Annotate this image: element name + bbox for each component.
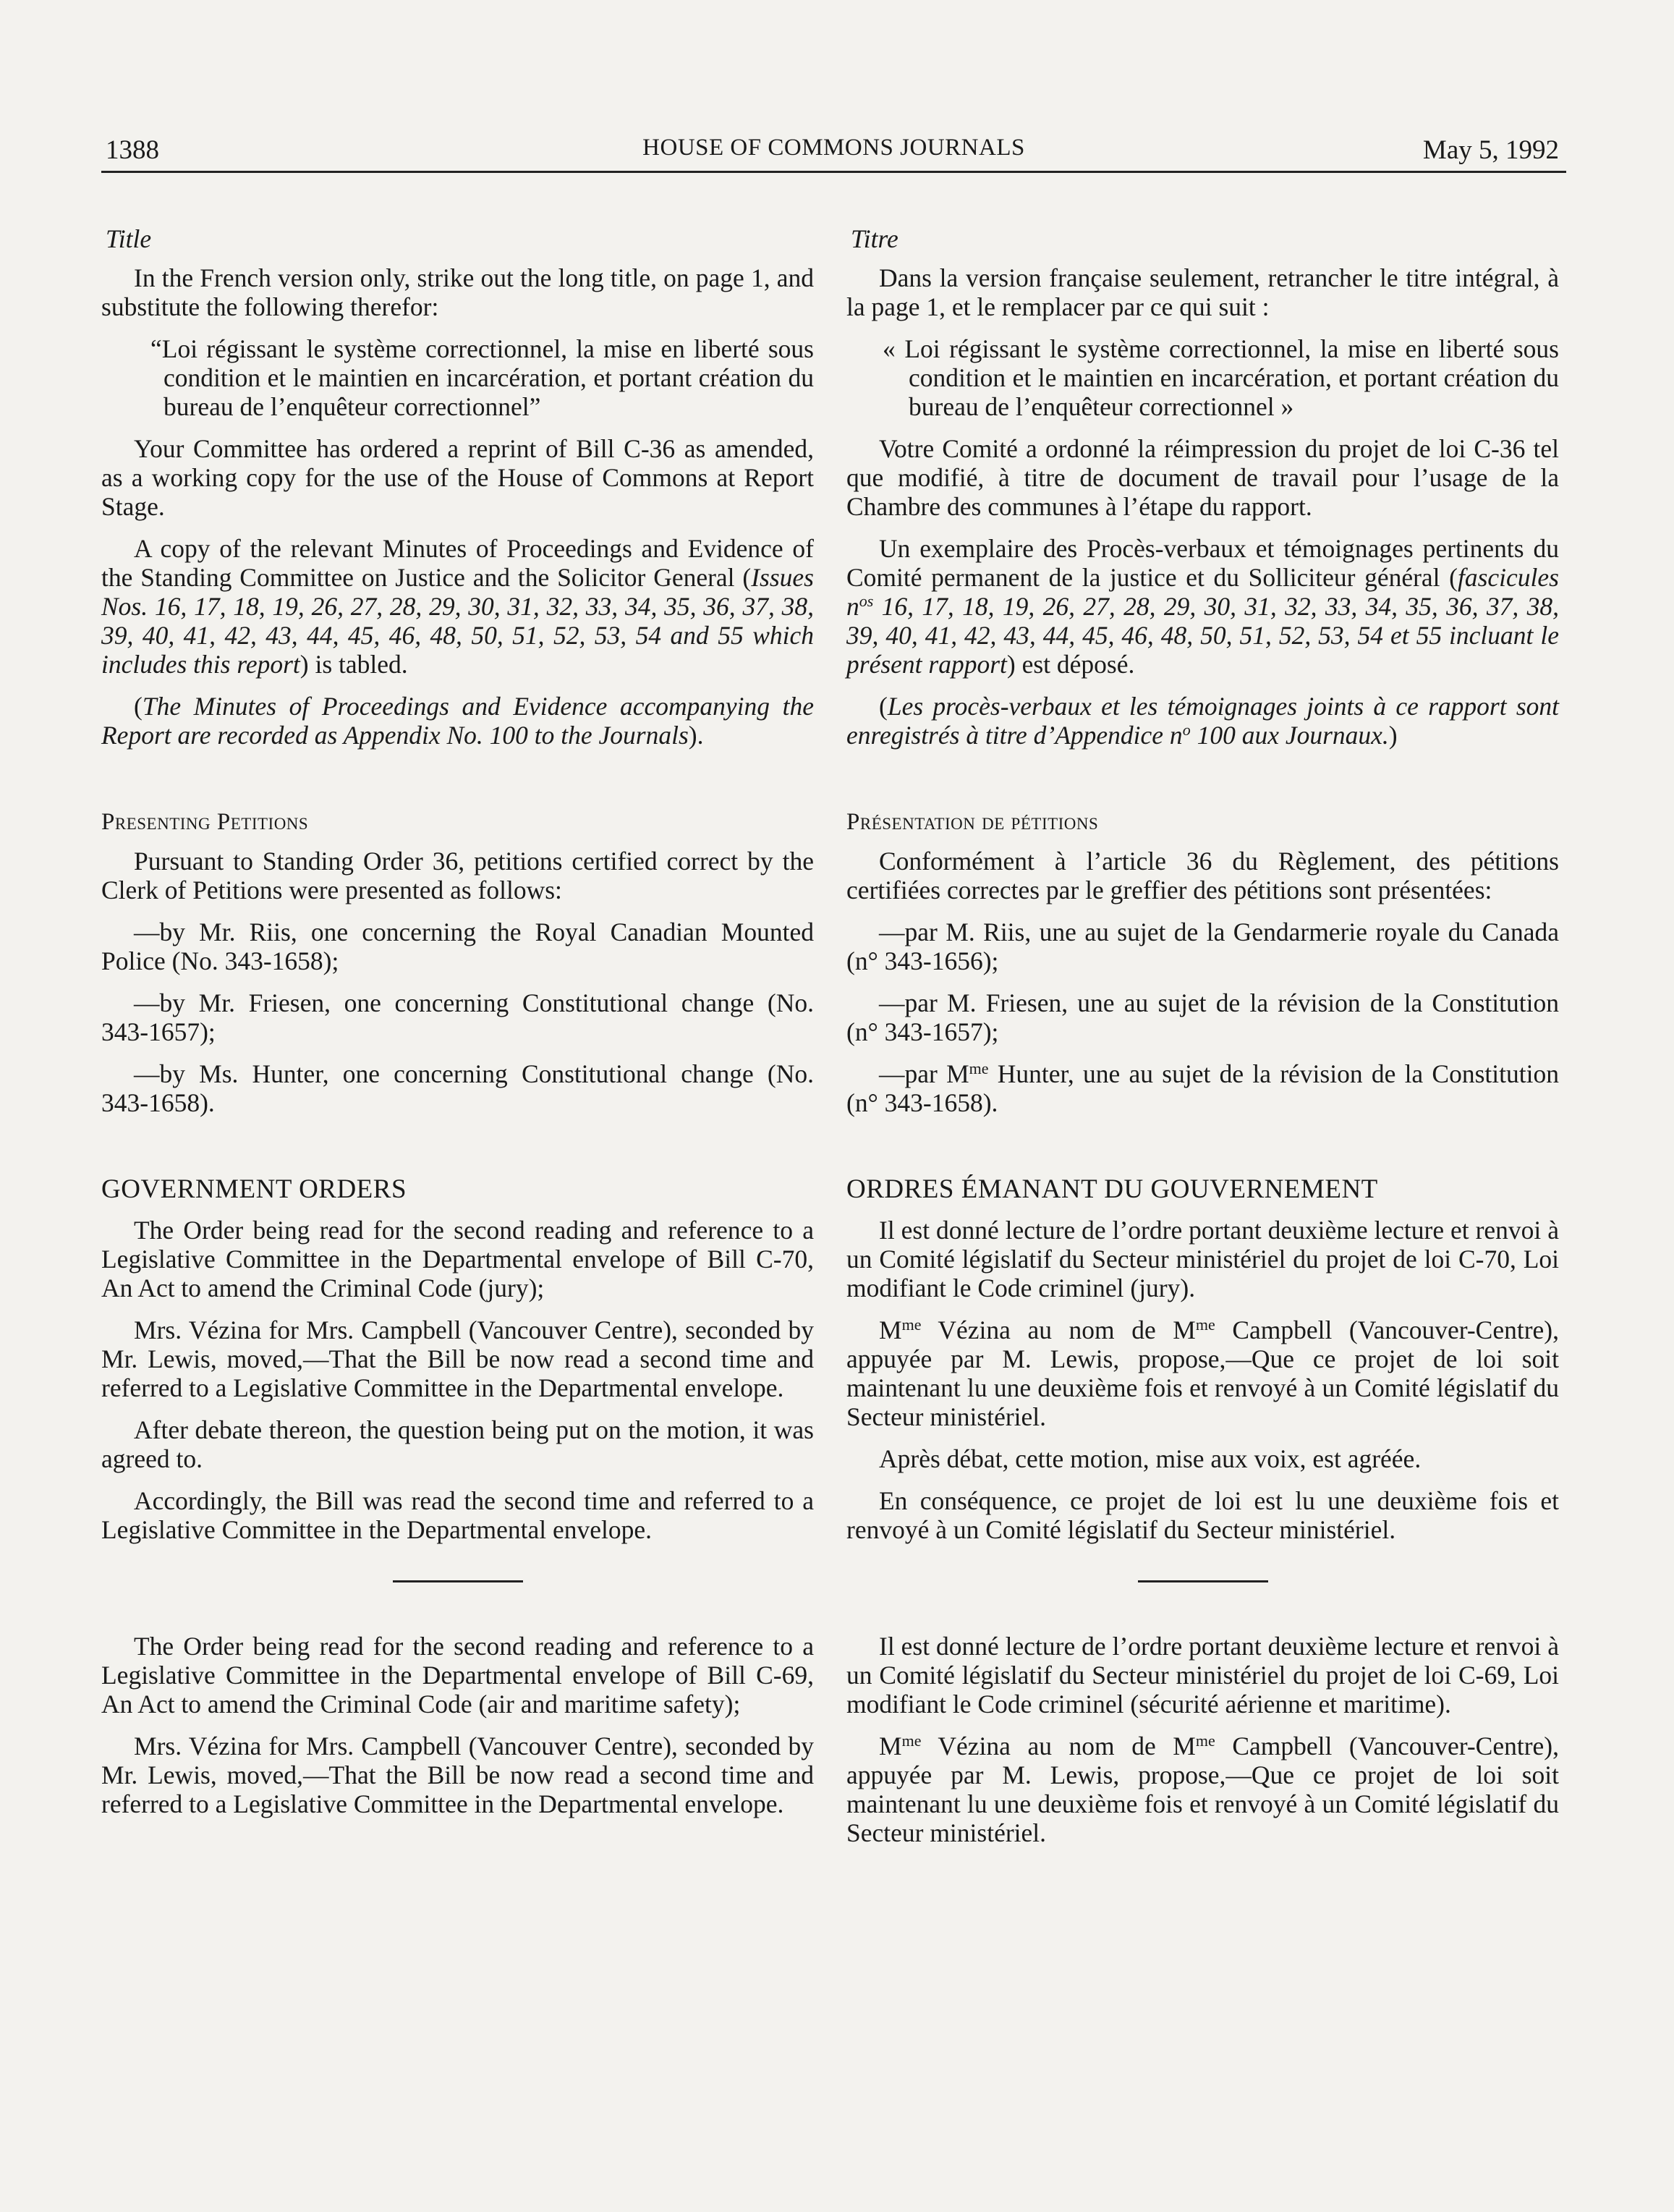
- petitions-intro: Pursuant to Standing Order 36, petitions certified correct by the Clerk of Petitions were presented as follows:: [101, 847, 814, 904]
- petition-item: —par M. Riis, une au sujet de la Gendarmerie royale du Canada (n° 343-1656);: [846, 918, 1559, 975]
- c69-motion: Mrs. Vézina for Mrs. Campbell (Vancouver Centre), seconded by Mr. Lewis, moved,—That the Bill be now read a second time and referred to a Legislative Committee in the Departmental envelope.: [101, 1732, 814, 1818]
- petition-item: —by Mr. Friesen, one concerning Constitutional change (No. 343-1657);: [101, 988, 814, 1046]
- page-header: [101, 135, 1566, 173]
- petition-item: —par $M^{me}$ Hunter, une au sujet de la révision de la Constitution (n° 343-1658).: [846, 1059, 1559, 1117]
- petition-item: —par M. Friesen, une au sujet de la révision de la Constitution (n° 343-1657);: [846, 988, 1559, 1046]
- tabled-copy-paragraph: Un exemplaire des Procès-verbaux et témoignages pertinents du Comité permanent de la justice et du Solliciteur général (fascicules $n^{os}$ 16, 17, 18, 19, 26, 27, 28, 29, 30, 31, 32, 33, 34, 35, 36, 37, 38, 39, 40, 41, 42, 43, 44, 45, 46, 48, 50, 51, 52, 53, 54 et 55 incluant le présent rapport) est déposé.: [846, 534, 1559, 679]
- appendix-note: (Les procès-verbaux et les témoignages joints à ce rapport sont enregistrés à titre d’Appendice $n^o$ 100 aux Journaux.): [846, 692, 1559, 750]
- c69-motion: $M^{me}$ Vézina au nom de $M^{me}$ Campbell (Vancouver-Centre), appuyée par M. Lewis, propose,—Que ce projet de loi soit maintenant lu une deuxième fois et renvoyé à un Comité législatif du Secteur ministériel.: [846, 1731, 1559, 1847]
- french-column: [846, 224, 1559, 1860]
- petition-item: —by Ms. Hunter, one concerning Constitutional change (No. 343-1658).: [101, 1059, 814, 1117]
- c70-debate: Après débat, cette motion, mise aux voix, est agréée.: [879, 1444, 1422, 1473]
- title-instruction: Dans la version française seulement, retrancher le titre intégral, à la page 1, et le remplacer par ce qui suit :: [846, 263, 1559, 321]
- c70-order: Il est donné lecture de l’ordre portant deuxième lecture et renvoi à un Comité législatif du Secteur ministériel du projet de loi C-70, Loi modifiant le Code criminel (jury).: [846, 1216, 1559, 1302]
- tabled-copy-paragraph: A copy of the relevant Minutes of Proceedings and Evidence of the Standing Committee on Justice and the Solicitor General (Issues Nos. 16, 17, 18, 19, 26, 27, 28, 29, 30, 31, 32, 33, 34, 35, 36, 37, 38, 39, 40, 41, 42, 43, 44, 45, 46, 48, 50, 51, 52, 53, 54 and 55 which includes this report) is tabled.: [101, 534, 814, 679]
- petitions-heading: Presenting Petitions: [101, 809, 309, 835]
- c70-result: En conséquence, ce projet de loi est lu une deuxième fois et renvoyé à un Comité législatif du Secteur ministériel.: [846, 1486, 1559, 1544]
- reprint-paragraph: Votre Comité a ordonné la réimpression du projet de loi C-36 tel que modifié, à titre de document de travail pour l’usage de la Chambre des communes à l’étape du rapport.: [846, 434, 1559, 521]
- government-orders-heading: ORDRES ÉMANANT DU GOUVERNEMENT: [846, 1174, 1378, 1204]
- c69-order: Il est donné lecture de l’ordre portant deuxième lecture et renvoi à un Comité législatif du Secteur ministériel du projet de loi C-69, Loi modifiant le Code criminel (sécurité aérienne et maritime).: [846, 1632, 1559, 1719]
- title-subheading: Title: [106, 224, 152, 253]
- petitions-heading: Présentation de pétitions: [846, 809, 1099, 835]
- c69-order: The Order being read for the second reading and reference to a Legislative Committee in the Departmental envelope of Bill C-69, An Act to amend the Criminal Code (air and maritime safety);: [101, 1632, 814, 1719]
- c70-motion: Mrs. Vézina for Mrs. Campbell (Vancouver Centre), seconded by Mr. Lewis, moved,—That the Bill be now read a second time and referred to a Legislative Committee in the Departmental envelope.: [101, 1315, 814, 1402]
- c70-result: Accordingly, the Bill was read the second time and referred to a Legislative Committee in the Departmental envelope.: [101, 1486, 814, 1544]
- reprint-paragraph: Your Committee has ordered a reprint of Bill C-36 as amended, as a working copy for the use of the House of Commons at Report Stage.: [101, 434, 814, 521]
- page-date: May 5, 1992: [1422, 135, 1559, 165]
- c70-motion: $M^{me}$ Vézina au nom de $M^{me}$ Campbell (Vancouver-Centre), appuyée par M. Lewis, propose,—Que ce projet de loi soit maintenant lu une deuxième fois et renvoyé à un Comité législatif du Secteur ministériel.: [846, 1315, 1559, 1431]
- appendix-note: (The Minutes of Proceedings and Evidence accompanying the Report are recorded as Appendix No. 100 to the Journals).: [101, 692, 814, 750]
- title-quote: « Loi régissant le système correctionnel, la mise en liberté sous condition et le maintien en incarcération, et portant création du bureau de l’enquêteur correctionnel »: [883, 334, 1559, 421]
- english-column: [101, 224, 814, 1831]
- c70-order: The Order being read for the second reading and reference to a Legislative Committee in the Departmental envelope of Bill C-70, An Act to amend the Criminal Code (jury);: [101, 1216, 814, 1302]
- journal-title: HOUSE OF COMMONS JOURNALS: [642, 135, 1025, 161]
- petition-item: —by Mr. Riis, one concerning the Royal Canadian Mounted Police (No. 343-1658);: [101, 918, 814, 975]
- c70-debate: After debate thereon, the question being put on the motion, it was agreed to.: [101, 1415, 814, 1473]
- title-subheading: Titre: [851, 224, 898, 253]
- petitions-intro: Conformément à l’article 36 du Règlement, des pétitions certifiées correctes par le greffier des pétitions sont présentées:: [846, 847, 1559, 904]
- page-number: 1388: [106, 135, 159, 165]
- government-orders-heading: GOVERNMENT ORDERS: [101, 1174, 407, 1204]
- title-quote: “Loi régissant le système correctionnel, la mise en liberté sous condition et le maintien en incarcération, et portant création du bureau de l’enquêteur correctionnel”: [150, 334, 814, 421]
- title-instruction: In the French version only, strike out the long title, on page 1, and substitute the following therefor:: [101, 263, 814, 321]
